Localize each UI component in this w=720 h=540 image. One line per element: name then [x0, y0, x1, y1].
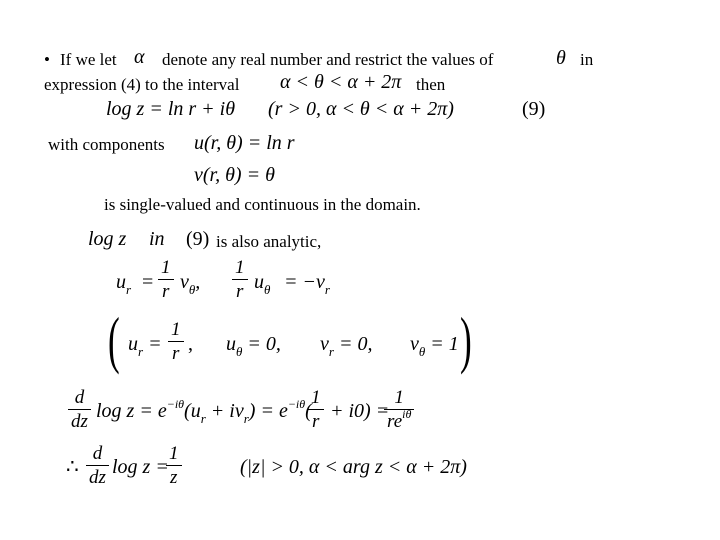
bullet: •: [44, 50, 50, 69]
v-definition: v(r, θ) = θ: [194, 164, 275, 186]
text-with-components: with components: [48, 135, 165, 154]
cr1-v: $v_\theta$,: [180, 271, 201, 297]
one-over-re: 1 $re^{i\theta}$: [384, 388, 414, 431]
cr2-rhs: = $-v_r$: [284, 271, 330, 297]
log-z: log z: [88, 228, 127, 250]
final-log-z: log z =: [112, 456, 169, 478]
one-over-z: $\frac{1}{z}$: [166, 444, 182, 487]
cr1-fraction: $\frac{1}{r}$: [158, 258, 174, 301]
text-denote: denote any real number and restrict the values of: [162, 50, 494, 69]
theta-symbol: θ: [556, 47, 566, 69]
cr1-eq: =: [142, 271, 154, 293]
deriv-expression: $\log z = e^{-i\theta}(u_r + iv_r) = e^{-i\theta}$(: [96, 397, 312, 426]
ref-9: (9): [186, 228, 210, 250]
eq9-lhs: log z = ln r + iθ: [106, 98, 236, 120]
text-single-valued: is single-valued and continuous in the domain.: [104, 195, 421, 214]
u-definition: u(r, θ) = ln r: [194, 132, 295, 154]
final-condition: (|z| > 0, α < arg z < α + 2π): [240, 456, 467, 478]
text-expression: expression (4) to the interval: [44, 75, 240, 94]
d-dz-fraction-2: $\frac{d}{dz}$: [86, 444, 109, 487]
eq9-condition: (r > 0, α < θ < α + 2π): [268, 98, 454, 120]
interval-math: α < θ < α + 2π: [280, 71, 402, 93]
ur-fraction: $\frac{1}{r}$: [168, 320, 184, 363]
u-theta-zero: $u_\theta = 0$,: [226, 333, 281, 359]
ur-comma: ,: [188, 333, 193, 355]
big-left-paren: (: [108, 304, 120, 375]
therefore-symbol: ∴: [66, 456, 79, 478]
cr2-u: $u_\theta$: [254, 271, 271, 297]
big-right-paren: ): [460, 304, 472, 375]
cr2-fraction: $\frac{1}{r}$: [232, 258, 248, 301]
v-theta-one: $v_\theta = 1$: [410, 333, 459, 359]
text-also-analytic: is also analytic,: [216, 232, 322, 251]
cr1-u: $u_r$: [116, 271, 132, 297]
text-in: in: [580, 50, 594, 69]
v-r-zero: $v_r = 0$,: [320, 333, 373, 359]
text-then: then: [416, 75, 446, 94]
in-italic: in: [149, 228, 165, 250]
d-dz-fraction: $\frac{d}{dz}$: [68, 388, 91, 431]
plus-i0: + i0) =: [330, 400, 390, 422]
alpha-symbol: α: [134, 46, 145, 68]
ur-label: $u_r$ =: [128, 333, 162, 359]
eq9-label: (9): [522, 98, 546, 120]
one-over-r: $\frac{1}{r}$: [308, 388, 324, 431]
text-if-we-let: If we let: [60, 50, 117, 69]
